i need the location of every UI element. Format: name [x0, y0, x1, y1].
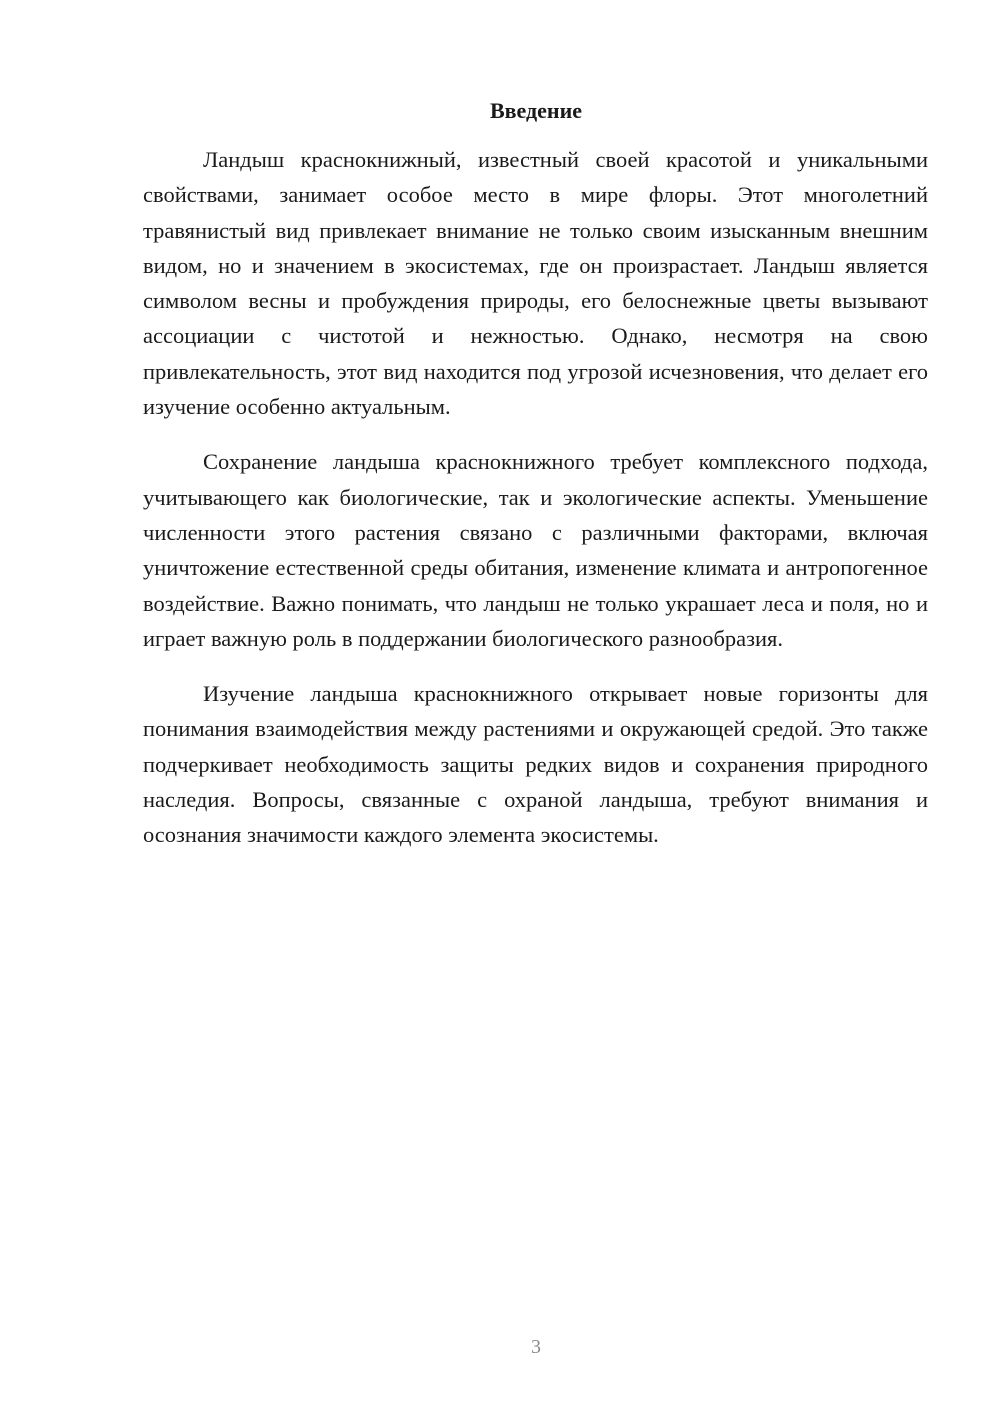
section-title: Введение — [489, 98, 583, 123]
paragraph-3: Изучение ландыша краснокнижного открывает новые горизонты для понимания взаимодействия между растениями и окружающей средой. Это также подчеркивает необходимость защиты редких видов и сохранения природного наследия. Вопросы, связанные с охраной ландыша, требуют внимания и осознания значимости каждого элемента экосистемы. — [143, 681, 928, 848]
document-body — [143, 142, 928, 853]
page-number: 3 — [531, 1336, 541, 1358]
paragraph-1: Ландыш краснокнижный, известный своей красотой и уникальными свойствами, занимает особое место в мире флоры. Этот многолетний травянистый вид привлекает внимание не только своим изысканным внешним видом, но и значением в экосистемах, где он произрастает. Ландыш является символом весны и пробуждения природы, его белоснежные цветы вызывают ассоциации с чистотой и нежностью. Однако, несмотря на свою привлекательность, этот вид находится под угрозой исчезновения, что делает его изучение особенно актуальным. — [143, 147, 928, 420]
paragraph-2: Сохранение ландыша краснокнижного требует комплексного подхода, учитывающего как биологические, так и экологические аспекты. Уменьшение численности этого растения связано с различными факторами, включая уничтожение естественной среды обитания, изменение климата и антропогенное воздействие. Важно понимать, что ландыш не только украшает леса и поля, но и играет важную роль в поддержании биологического разнообразия. — [143, 449, 928, 651]
